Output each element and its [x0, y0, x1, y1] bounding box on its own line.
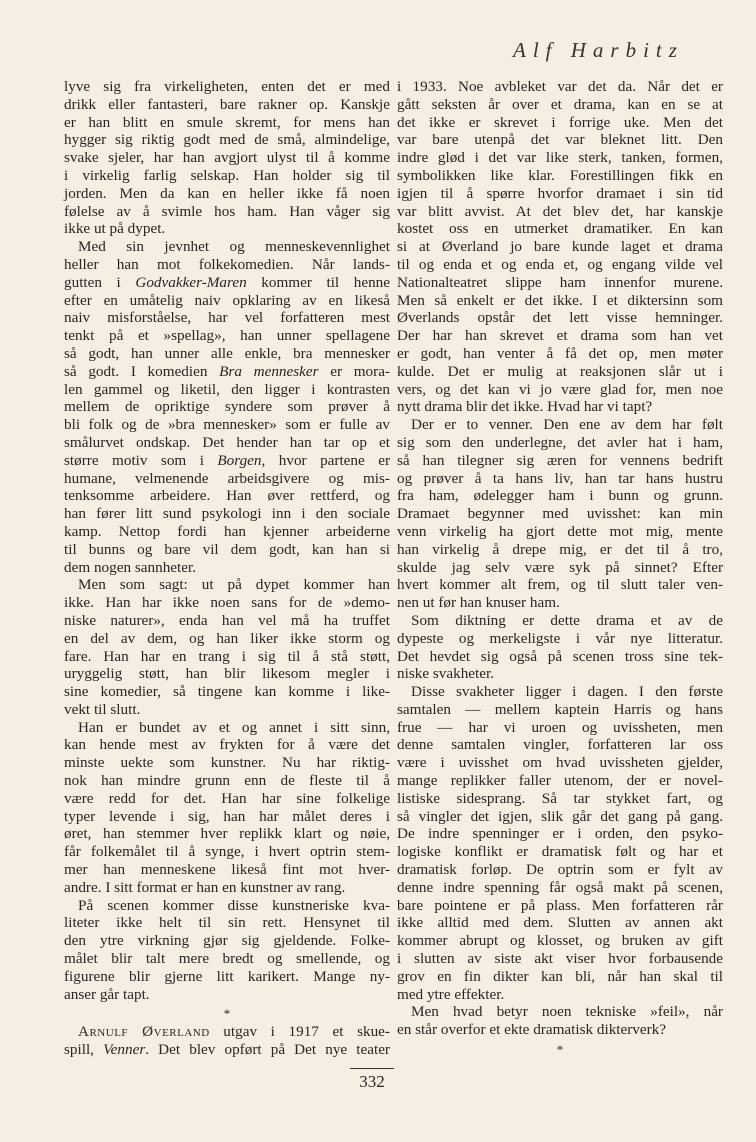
text-line: mer han menneskene likeså fint mot hver-	[64, 861, 390, 879]
text-line: så han tilegner sig æren for vennens bedrift	[397, 451, 723, 469]
text-line: minste uekte som kunstner. Nu har riktig-	[64, 754, 390, 772]
paragraph	[397, 78, 723, 416]
text-line: fra ham, ødelegger ham i bunn og grunn.	[397, 487, 723, 505]
text-line: heller han mot folkekomedien. Når lands-	[64, 255, 390, 273]
text-line: vekt til slutt.	[64, 700, 141, 718]
text-line: Dramaet begynner med uvisshet: kan min	[397, 505, 723, 523]
text-line: hvert kommer alt frem, og til slutt taler ven-	[397, 576, 723, 594]
text-line: bli folk og de »bra mennesker» som er fulle av	[64, 416, 390, 434]
text-line: Disse svakheter ligger i dagen. I den første	[411, 683, 723, 701]
paragraph	[64, 576, 390, 718]
section-break-asterisk: *	[556, 1042, 564, 1058]
left-column	[64, 78, 390, 1059]
italic-title: Godvakker-Maren	[135, 273, 247, 291]
italic-title: Borgen	[217, 451, 262, 469]
text-line: Der har han skrevet et drama som han vet	[397, 327, 723, 345]
text-line: nytt drama blir det ikke. Hvad har vi tapt?	[397, 398, 653, 416]
right-column	[397, 78, 723, 1059]
text-line: tenksomme arbeidere. Han øver rettferd, og	[64, 487, 390, 505]
text-line: listiske sidesprang. Så tar stykket fart, og	[397, 789, 723, 807]
text-line: være i uvisshet om hvad uvissheten gjelder,	[397, 754, 723, 772]
text-line: Arnulf Øverland utgav i 1917 et skue-	[78, 1023, 390, 1041]
text-line: fare. Han har en trang i sig til å stå støtt,	[64, 647, 390, 665]
text-line: nok han mindre grunn enn de fleste til å	[64, 772, 390, 790]
text-line: er godt, han venter å få det op, men møter	[397, 344, 723, 362]
text-line: efter en umåtelig naiv opklaring av en likeså	[64, 291, 390, 309]
text-line: logiske konflikt er dramatisk følt og har et	[397, 843, 723, 861]
text-line: ikke. Han har ikke noen sans for de »demo-	[64, 594, 390, 612]
text-line: får folkemålet til å synge, i hvert optrin stem-	[64, 843, 390, 861]
text-line: spill, Venner. Det blev opført på Det nye teater	[64, 1041, 390, 1059]
text-line: Det hevdet sig også på scenen tross sine tek-	[397, 647, 723, 665]
text-line: den ytre virkning gjør sig gjeldende. Folke-	[64, 932, 390, 950]
text-line: en står overfor et ekte dramatisk dikterverk?	[397, 1021, 667, 1039]
text-line: i slutten av siste akt viser hvor forbausende	[397, 950, 723, 968]
text-line: og prøver å ta hans liv, han tar hans hustru	[397, 469, 723, 487]
text-line: er han blitt en smule skremt, for mens han	[64, 113, 390, 131]
text-line: jorden. Men da kan en heller ikke få noen	[64, 184, 390, 202]
text-line: drikk eller fantasteri, bare rakner op. Kanskje	[64, 95, 390, 113]
text-line: i virkelig farlig selskap. Han holder sig til	[64, 166, 390, 184]
text-line: Nationalteatret slippe ham innenfor murene.	[397, 273, 723, 291]
paragraph	[397, 612, 723, 683]
text-line: det ikke er skrevet i forrige uke. Men det	[397, 113, 723, 131]
text-line: dypeste og merkeligste i vår nye litteratur.	[397, 629, 723, 647]
text-line: sig som den underlegne, det avler hat i ham,	[397, 433, 723, 451]
text-line: humane, velmenende arbeidsgivere og mis-	[64, 469, 390, 487]
text-line: Med sin jevnhet og menneskevennlighet	[78, 238, 390, 256]
text-line: samtalen — mellem kaptein Harris og hans	[397, 700, 723, 718]
text-line: andre. I sitt format er han en kunstner av rang.	[64, 878, 346, 896]
text-line: frue — har vi uroen og uvissheten, men	[397, 718, 723, 736]
page-number-rule	[350, 1068, 394, 1069]
text-line: Men hvad betyr noen tekniske »feil», når	[411, 1003, 723, 1021]
text-line: til og enda et og enda et, og engang vilde vel	[397, 255, 723, 273]
text-line: denne samtalen vingler, forfatteren lar oss	[397, 736, 723, 754]
text-line: lyve sig fra virkeligheten, enten det er med	[64, 78, 390, 95]
paragraph	[64, 78, 390, 238]
text-line: ikke ut på dypet.	[64, 220, 166, 238]
text-line: med ytre effekter.	[397, 985, 505, 1003]
paragraph	[64, 719, 390, 897]
text-line: igjen til å spørre hvorfor dramaet i sin tid	[397, 184, 723, 202]
text-line: uryggelig støtt, han blir likesom megler i	[64, 665, 390, 683]
text-line: niske svakheter.	[397, 665, 495, 683]
text-line: Øverlands opstår det lett visse hemninger.	[397, 309, 723, 327]
text-line: kommer abrupt og klosset, og bruken av gift	[397, 932, 723, 950]
text-line: i 1933. Noe avbleket var det da. Når det er	[397, 78, 723, 95]
text-line: naiv misforståelse, har vel forfatteren mest	[64, 309, 390, 327]
paragraph	[397, 1003, 723, 1039]
text-line: symbolikken like klar. Forestillingen fikk en	[397, 166, 723, 184]
text-line: venn virkelig ha gjort dette mot mig, mente	[397, 522, 723, 540]
text-line: denne indre spenning får også makt på scenen,	[397, 878, 723, 896]
text-line: tenkt på et »spellag», han unner spellagene	[64, 327, 390, 345]
text-line: Der er to venner. Den ene av dem har følt	[411, 416, 723, 434]
text-line: ikke alltid med dem. Slutten av annen akt	[397, 914, 723, 932]
italic-title: Venner	[103, 1041, 146, 1059]
text-line: gutten i Godvakker-Maren kommer til henne	[64, 273, 390, 291]
text-line: vers, og det kan vi jo være glad for, men noe	[397, 380, 723, 398]
text-line: typer levende i sig, han har målet deres i	[64, 807, 390, 825]
paragraph	[64, 238, 390, 576]
text-line: være redd for det. Han har sine folkelige	[64, 789, 390, 807]
text-line: kamp. Nettop fordi han kjenner arbeiderne	[64, 522, 390, 540]
text-line: så godt. I komedien Bra mennesker er mora-	[64, 362, 390, 380]
text-line: sine komedier, så tingene kan komme i like-	[64, 683, 390, 701]
text-line: grov en fin dikter kan bli, når han skal til	[397, 967, 723, 985]
text-line: var bare utenpå det var bleknet litt. Den	[397, 131, 723, 149]
text-line: si at Øverland jo bare kunde laget et drama	[397, 238, 723, 256]
text-line: niske naturer», enda han vel må ha truffet	[64, 611, 390, 629]
text-line: svake sjeler, har han avgjort ulyst til å komme	[64, 149, 390, 167]
text-line: han fører litt sund psykologi inn i den sociale	[64, 505, 390, 523]
text-line: kulde. Det er mulig at reaksjonen slår ut i	[397, 362, 723, 380]
text-line: anser går tapt.	[64, 985, 150, 1003]
text-line: følelse av å svimle hos ham. Han våger sig	[64, 202, 390, 220]
text-line: så vingler det igjen, slik går det gang på gang.	[397, 807, 723, 825]
text-line: han virkelig å drepe mig, er det til å tro,	[397, 540, 723, 558]
text-line: gått seksten år over et drama, kan en se at	[397, 95, 723, 113]
text-line: dem nogen sannheter.	[64, 558, 197, 576]
text-line: mange replikker faller utenom, der er novel-	[397, 772, 723, 790]
paragraph	[397, 416, 723, 612]
text-line: mellem de opriktige syndere som prøver å	[64, 398, 390, 416]
text-line: dramatisk forløp. De optrin som er fylt av	[397, 861, 723, 879]
text-line: nen ut før han knuser ham.	[397, 594, 560, 612]
text-line: en del av dem, og han liker ikke storm og	[64, 629, 390, 647]
text-line: liteter ikke helt til sin rett. Hensynet til	[64, 914, 390, 932]
running-head: Alf Harbitz	[513, 38, 684, 62]
paragraph	[64, 897, 390, 1004]
text-line: kostet oss en utmerket dramatiker. En kan	[397, 220, 723, 238]
text-line: Han er bundet av et og annet i sitt sinn,	[78, 718, 390, 736]
text-line: skulde jag selv være syk på sinnet? Efter	[397, 558, 723, 576]
text-line: På scenen kommer disse kunstneriske kva-	[78, 896, 390, 914]
text-line: len gammel og liketil, den ligger i kontrasten	[64, 380, 390, 398]
section-break-asterisk: *	[223, 1006, 231, 1022]
text-line: så godt, han unner alle enkle, bra mennesker	[64, 344, 390, 362]
text-line: til bunns og bare vil dem godt, kan han si	[64, 540, 390, 558]
page-number: 332	[359, 1072, 385, 1091]
text-line: bare pointene er på plass. Men forfatteren rår	[397, 896, 723, 914]
italic-title: Bra mennesker	[219, 362, 319, 380]
text-line: øret, han stemmer hver replikk klart og nøie,	[64, 825, 390, 843]
text-line: hygger sig riktig godt med de små, almindelige,	[64, 131, 390, 149]
text-line: indre glød i det var like sterk, tanken, formen,	[397, 149, 723, 167]
text-line: kan hende mest av frykten for å være det	[64, 736, 390, 754]
text-line: Men som sagt: ut på dypet kommer han	[78, 576, 390, 594]
text-line: Men så enkelt er det ikke. I et diktersinn som	[397, 291, 723, 309]
text-line: målet blir talt mere bredt og smellende, og	[64, 950, 390, 968]
paragraph	[64, 1023, 390, 1059]
paragraph	[397, 683, 723, 1003]
small-caps-name: Arnulf Øverland	[78, 1023, 210, 1041]
text-line: var blitt avvist. At det blev det, har kanskje	[397, 202, 723, 220]
text-line: større motiv som i Borgen, hvor partene er	[64, 451, 391, 469]
text-line: Som diktning er dette drama et av de	[411, 611, 723, 629]
text-line: De indre spenninger er i orden, den psyko-	[397, 825, 723, 843]
text-line: figurene blir gjerne litt karikert. Mange ny-	[64, 967, 390, 985]
text-line: smålurvet ondskap. Det hender han tar op et	[64, 433, 390, 451]
